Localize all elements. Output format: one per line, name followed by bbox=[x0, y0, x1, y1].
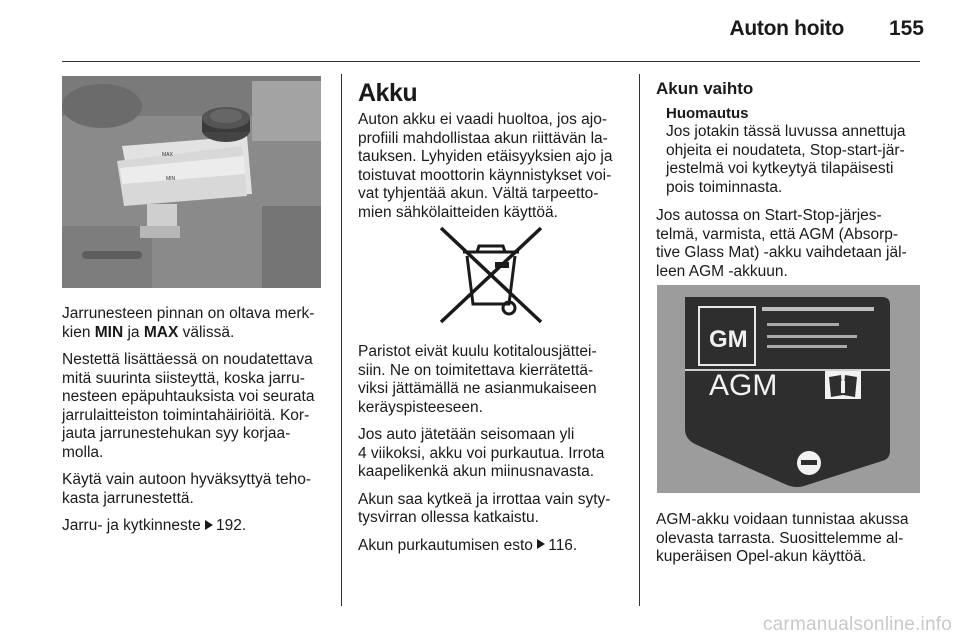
right-column bbox=[656, 79, 926, 290]
page-number: 155 bbox=[888, 17, 924, 40]
middle-paragraph-4: Akun saa kytkeä ja irrottaa vain syty- tysvirran ollessa katkaistu. bbox=[358, 490, 611, 526]
section-title-battery-replacement: Akun vaihto bbox=[656, 79, 754, 98]
middle-paragraph-2: Paristot eivät kuulu kotitalousjättei- siin. Ne on toimitettava kierrätettä- viksi jättämällä ne asianmukaiseen keräyspisteeseen. bbox=[358, 343, 597, 416]
middle-paragraph-5: Akun purkautumisen esto 116. bbox=[358, 536, 578, 554]
column-divider-1 bbox=[341, 74, 342, 606]
reservoir-max-marking: MAX bbox=[162, 152, 173, 158]
left-paragraph-1: Jarrunesteen pinnan on oltava merk- kien MIN ja MAX välissä. bbox=[62, 305, 315, 341]
note-text: Jos jotakin tässä luvussa annettuja ohjeita ei noudateta, Stop-start-jär- jestelmä voi kytkeytyä tilapäisesti pois toiminnasta. bbox=[666, 123, 906, 196]
max-mark-text: MAX bbox=[143, 323, 179, 341]
page-header-title: Auton hoito bbox=[729, 17, 844, 40]
agm-battery-label-photo bbox=[657, 285, 920, 493]
left-paragraph-3: Käytä vain autoon hyväksyttyä teho- kasta jarrunestettä. bbox=[62, 471, 312, 507]
right-column-lower bbox=[656, 511, 926, 576]
section-title-battery: Akku bbox=[358, 79, 418, 107]
page-reference-icon bbox=[205, 520, 213, 530]
middle-column-lower bbox=[358, 343, 636, 564]
note-box bbox=[666, 105, 926, 197]
brake-fluid-reservoir-photo bbox=[62, 76, 321, 288]
header-divider bbox=[62, 61, 920, 62]
left-paragraph-4: Jarru- ja kytkinneste 192. bbox=[62, 517, 247, 534]
right-paragraph-1: Jos autossa on Start-Stop-järjes- telmä, varmista, että AGM (Absorp- tive Glass Mat) -akku vaihdetaan jäl- leen AGM -akkuun. bbox=[656, 207, 907, 280]
left-paragraph-2: Nestettä lisättäessä on noudatettava mitä suurinta siisteyttä, koska jarru- nesteen epäpuhtauksista voi seurata jarrulaitteiston toimintahäiriöitä. Kor- jauta jarrunestehukan syy korjaa- molla. bbox=[62, 351, 315, 461]
crossed-out-bin-icon bbox=[437, 224, 545, 326]
middle-column bbox=[358, 79, 636, 231]
min-mark-text: MIN bbox=[94, 323, 124, 341]
column-divider-2 bbox=[639, 74, 640, 606]
reservoir-min-marking: MIN bbox=[166, 176, 176, 182]
middle-paragraph-3: Jos auto jätetään seisomaan yli 4 viikoksi, akku voi purkautua. Irrota kaapelikenkä akun miinusnavasta. bbox=[358, 426, 605, 480]
brake-fluid-reservoir-illustration bbox=[62, 76, 321, 288]
gm-logo: GM bbox=[709, 326, 748, 353]
left-column bbox=[62, 305, 332, 545]
page-reference-link[interactable]: 192. bbox=[216, 517, 247, 534]
right-paragraph-2: AGM-akku voidaan tunnistaa akussa olevasta tarrasta. Suosittelemme al- kuperäisen Opel-akun käyttöä. bbox=[656, 511, 909, 565]
agm-label-text: AGM bbox=[709, 369, 778, 402]
middle-paragraph-1: Auton akku ei vaadi huoltoa, jos ajo- profiili mahdollistaa akun riittävän la- tauksen. Lyhyiden etäisyyksien ajo ja toistuvat moottorin käynnistykset voi- vat tyhjentää akun. Vältä tarpeetto- mien sähkölaitteiden käyttöä. bbox=[358, 111, 613, 221]
note-title: Huomautus bbox=[666, 105, 749, 122]
watermark: carmanualsonline.info bbox=[762, 614, 952, 635]
page-reference-icon bbox=[537, 539, 545, 549]
page-reference-link[interactable]: 116. bbox=[548, 536, 578, 554]
